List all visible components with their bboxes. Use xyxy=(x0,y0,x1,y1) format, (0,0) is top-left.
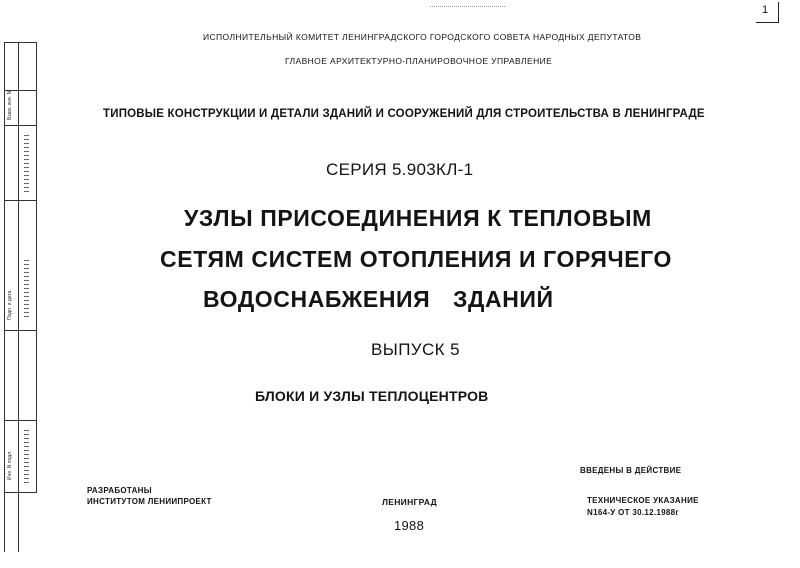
stamp-strip-divider-inner xyxy=(36,42,37,492)
tech-order-line-2: N164-У ОТ 30.12.1988г xyxy=(587,508,679,517)
department-name: ГЛАВНОЕ АРХИТЕКТУРНО-ПЛАНИРОВОЧНОЕ УПРАВЛЕНИЕ xyxy=(285,56,553,66)
page-number: 1 xyxy=(762,4,769,16)
title-line-3-left: ВОДОСНАБЖЕНИЯ xyxy=(203,286,431,312)
stamp-label: Взам. инв. N xyxy=(7,90,13,120)
stamp-strip-divider xyxy=(18,42,19,552)
developer-line-2: ИНСТИТУТОМ ЛЕНИИПРОЕКТ xyxy=(87,497,212,506)
title-line-3-right: ЗДАНИЙ xyxy=(453,286,554,312)
tech-order-line-1: ТЕХНИЧЕСКОЕ УКАЗАНИЕ xyxy=(587,496,699,505)
handwritten-signature xyxy=(24,135,29,195)
publication-year: 1988 xyxy=(394,518,425,533)
developer-line-1: РАЗРАБОТАНЫ xyxy=(87,486,152,495)
stamp-strip-rule xyxy=(4,492,37,493)
stamp-label: Подп. и дата xyxy=(7,290,13,320)
stamp-strip-rule xyxy=(4,42,37,43)
top-scan-mark xyxy=(430,6,505,13)
handwritten-signature xyxy=(24,260,29,320)
stamp-strip-rule xyxy=(4,420,37,421)
title-line-2: СЕТЯМ СИСТЕМ ОТОПЛЕНИЯ И ГОРЯЧЕГО xyxy=(160,246,672,272)
tech-order-block xyxy=(587,495,699,519)
stamp-strip-rule xyxy=(4,330,37,331)
title-line-1: УЗЛЫ ПРИСОЕДИНЕНИЯ К ТЕПЛОВЫМ xyxy=(184,205,652,231)
enactment-label: ВВЕДЕНЫ В ДЕЙСТВИЕ xyxy=(580,466,682,475)
section-title: БЛОКИ И УЗЛЫ ТЕПЛОЦЕНТРОВ xyxy=(255,388,489,404)
stamp-strip-border xyxy=(4,42,5,552)
stamp-strip-rule xyxy=(4,125,37,126)
committee-name: ИСПОЛНИТЕЛЬНЫЙ КОМИТЕТ ЛЕНИНГРАДСКОГО ГОРОДСКОГО СОВЕТА НАРОДНЫХ ДЕПУТАТОВ xyxy=(203,32,642,42)
document-subtitle: ТИПОВЫЕ КОНСТРУКЦИИ И ДЕТАЛИ ЗДАНИЙ И СООРУЖЕНИЙ ДЛЯ СТРОИТЕЛЬСТВА В ЛЕНИНГРАДЕ xyxy=(103,108,705,120)
stamp-label: Инв. N подл. xyxy=(7,450,13,480)
developer-block xyxy=(87,485,212,507)
series-label: СЕРИЯ 5.903КЛ-1 xyxy=(326,160,474,179)
issue-label: ВЫПУСК 5 xyxy=(371,340,460,359)
stamp-strip-rule xyxy=(4,200,37,201)
city-name: ЛЕНИНГРАД xyxy=(382,497,437,507)
handwritten-signature xyxy=(24,430,29,485)
